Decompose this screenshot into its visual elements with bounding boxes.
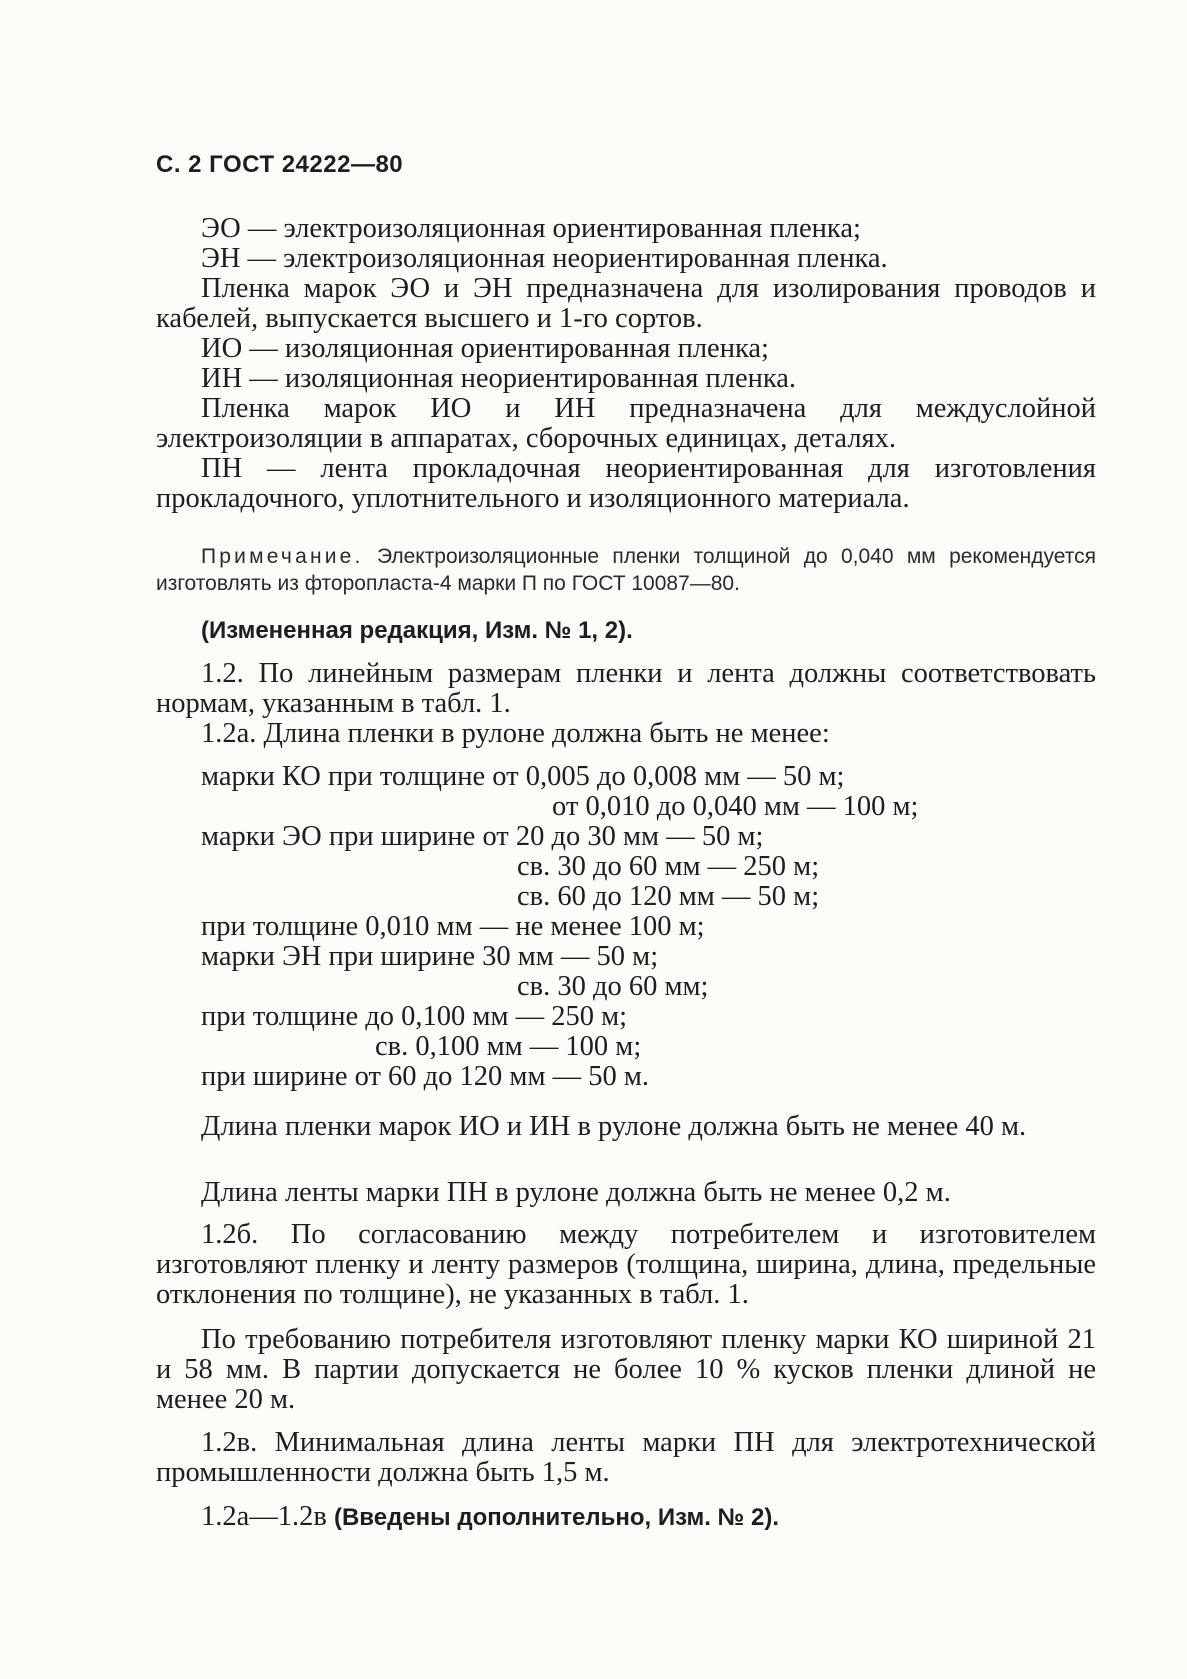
length-item: св. 30 до 60 мм;	[517, 971, 709, 1002]
revision-note-1: (Измененная редакция, Изм. № 1, 2).	[201, 617, 633, 644]
length-item: при толщине до 0,100 мм — 250 м;	[201, 1001, 628, 1032]
length-item: св. 0,100 мм — 100 м;	[375, 1031, 642, 1062]
ko-request	[156, 1325, 1096, 1415]
length-item: марки КО при толщине от 0,005 до 0,008 мм — 50 м;	[201, 761, 845, 792]
length-item: при ширине от 60 до 120 мм — 50 м.	[201, 1061, 650, 1092]
length-item: св. 30 до 60 мм — 250 м;	[517, 851, 820, 882]
note-text: Электроизоляционные пленки толщиной до 0,040 мм рекомендуется изготовлять из фторопласта-4 марки П по ГОСТ 10087—80.	[156, 545, 1096, 595]
def-in: ИН — изоляционная неориентированная пленка.	[201, 363, 797, 394]
length-item: марки ЭО при ширине от 20 до 30 мм — 50 м;	[201, 821, 764, 852]
length-item: от 0,010 до 0,040 мм — 100 м;	[552, 791, 919, 822]
pn-length	[156, 1178, 1096, 1208]
revision-2-range: 1.2а—1.2в	[201, 1501, 327, 1532]
revision-2-text: (Введены дополнительно, Изм. № 2).	[333, 1504, 779, 1531]
io-in-length-text: Длина пленки марок ИО и ИН в рулоне должна быть не менее 40 м.	[201, 1111, 1027, 1142]
definitions-block	[156, 214, 1096, 514]
def-en: ЭН — электроизоляционная неориентированная пленка.	[201, 243, 888, 274]
revision-note-2	[201, 1502, 1141, 1533]
section-1-2v	[156, 1428, 1096, 1488]
clause-1-2v: 1.2в. Минимальная длина ленты марки ПН для электротехнической промышленности должна быть 1,5 м.	[156, 1427, 1096, 1488]
length-item: св. 60 до 120 мм — 50 м;	[517, 881, 820, 912]
io-in-purpose: Пленка марок ИО и ИН предназначена для междуслойной электроизоляции в аппаратах, сборочных единицах, деталях.	[156, 393, 1096, 454]
length-item: марки ЭН при ширине 30 мм — 50 м;	[201, 941, 659, 972]
note	[156, 543, 1096, 597]
clause-1-2a: 1.2а. Длина пленки в рулоне должна быть не менее:	[201, 718, 830, 749]
pn-length-text: Длина ленты марки ПН в рулоне должна быть не менее 0,2 м.	[201, 1177, 951, 1208]
note-label: Примечание.	[201, 545, 364, 568]
section-1-2	[156, 659, 1096, 749]
page-header: С. 2 ГОСТ 24222—80	[156, 151, 404, 178]
io-in-length	[156, 1112, 1096, 1142]
section-1-2b	[156, 1220, 1096, 1310]
def-io: ИО — изоляционная ориентированная пленка;	[201, 333, 769, 364]
length-item: при толщине 0,010 мм — не менее 100 м;	[201, 911, 705, 942]
def-pn: ПН — лента прокладочная неориентированная для изготовления прокладочного, уплотнительного и изоляционного материала.	[156, 453, 1096, 514]
ko-request-text: По требованию потребителя изготовляют пленку марки КО шириной 21 и 58 мм. В партии допускается не более 10 % кусков пленки длиной не менее 20 м.	[156, 1324, 1096, 1415]
def-eo: ЭО — электроизоляционная ориентированная пленка;	[201, 213, 861, 244]
clause-1-2b: 1.2б. По согласованию между потребителем и изготовителем изготовляют пленку и ленту размеров (толщина, ширина, длина, предельные отклонения по толщине), не указанных в табл. 1.	[156, 1219, 1096, 1310]
clause-1-2: 1.2. По линейным размерам пленки и лента должны соответствовать нормам, указанным в табл. 1.	[156, 658, 1096, 719]
eo-en-purpose: Пленка марок ЭО и ЭН предназначена для изолирования проводов и кабелей, выпускается высшего и 1-го сортов.	[156, 273, 1096, 334]
